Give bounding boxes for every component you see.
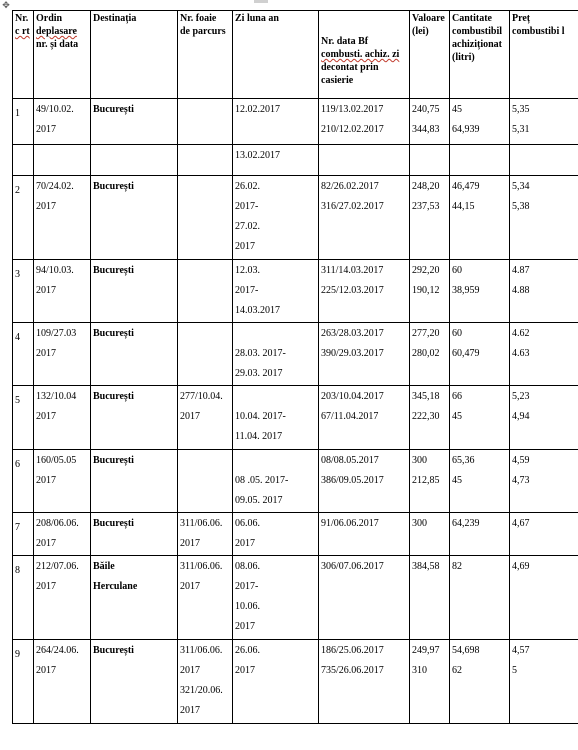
cell-bf-line: 203/10.04.2017 bbox=[321, 391, 384, 402]
cell-ordin-line: 109/27.03 bbox=[36, 328, 77, 339]
cell-cantitate-line: 64,239 bbox=[452, 518, 480, 529]
cell-pret-line: 4.62 bbox=[512, 328, 530, 339]
cell-destinatia bbox=[91, 450, 178, 513]
cell-zi-line: 2017- bbox=[235, 581, 259, 592]
cell-zi-line: 2017- bbox=[235, 285, 259, 296]
cell-bf-line: 08/08.05.2017 bbox=[321, 455, 379, 466]
cell-ordin-line: 2017 bbox=[36, 475, 56, 486]
cell-bf-line: 306/07.06.2017 bbox=[321, 561, 384, 572]
cell-pret-line: 4,57 bbox=[512, 645, 530, 656]
cell-cantitate-line: 54,698 bbox=[452, 645, 480, 656]
cell-cantitate bbox=[450, 145, 510, 176]
cell-zi bbox=[233, 450, 319, 513]
cell-bf bbox=[319, 640, 410, 724]
cell-bf bbox=[319, 323, 410, 386]
cell-nr bbox=[13, 176, 34, 260]
cell-ordin bbox=[34, 99, 91, 145]
header-ordin: Ordin deplasare nr. și data bbox=[34, 11, 91, 99]
cell-valoare-line: 240,75 bbox=[412, 104, 440, 115]
cell-ordin-line: 132/10.04 bbox=[36, 391, 77, 402]
cell-valoare bbox=[410, 99, 450, 145]
cell-ordin bbox=[34, 176, 91, 260]
cell-ordin-line: 2017 bbox=[36, 581, 56, 592]
cell-zi bbox=[233, 99, 319, 145]
cell-bf-line: 67/11.04.2017 bbox=[321, 411, 379, 422]
cell-zi-line: 2017 bbox=[235, 241, 255, 252]
cell-bf-line: 390/29.03.2017 bbox=[321, 348, 384, 359]
cell-ordin bbox=[34, 450, 91, 513]
cell-foaie-line: 311/06.06. bbox=[180, 645, 223, 656]
cell-pret bbox=[510, 99, 578, 145]
cell-nr bbox=[13, 99, 34, 145]
cell-destinatia-line: București bbox=[93, 328, 134, 339]
cell-pret-line: 5 bbox=[512, 665, 517, 676]
cell-valoare bbox=[410, 513, 450, 556]
cell-pret bbox=[510, 323, 578, 386]
cell-cantitate-line: 46,479 bbox=[452, 181, 480, 192]
cell-ordin-line: 94/10.03. bbox=[36, 265, 74, 276]
cell-zi-line: 11.04. 2017 bbox=[235, 431, 283, 442]
cell-pret bbox=[510, 386, 578, 450]
cell-bf-line: 311/14.03.2017 bbox=[321, 265, 384, 276]
cell-cantitate-line: 45 bbox=[452, 411, 462, 422]
cell-cantitate-line: 60,479 bbox=[452, 348, 480, 359]
cell-pret-line: 4,73 bbox=[512, 475, 530, 486]
cell-destinatia-line: București bbox=[93, 518, 134, 529]
cell-zi-line: 10.06. bbox=[235, 601, 260, 612]
cell-nr bbox=[13, 513, 34, 556]
table-body bbox=[13, 99, 578, 724]
cell-foaie bbox=[178, 556, 233, 640]
page-top-marker bbox=[254, 0, 268, 3]
cell-foaie bbox=[178, 145, 233, 176]
cell-valoare bbox=[410, 145, 450, 176]
header-zi: Zi luna an bbox=[233, 11, 319, 99]
cell-pret-line: 4,59 bbox=[512, 455, 530, 466]
table-row bbox=[13, 556, 578, 640]
cell-ordin-line: 2017 bbox=[36, 665, 56, 676]
header-bf: Nr. data Bf combusti. achiz. zi decontat prin casierie bbox=[319, 11, 410, 99]
cell-bf-line: 91/06.06.2017 bbox=[321, 518, 379, 529]
cell-destinatia bbox=[91, 640, 178, 724]
cell-zi-line: 06.06. bbox=[235, 518, 260, 529]
cell-bf bbox=[319, 260, 410, 323]
cell-zi-line: 2017 bbox=[235, 538, 255, 549]
cell-ordin-line: 208/06.06. bbox=[36, 518, 79, 529]
cell-foaie bbox=[178, 386, 233, 450]
cell-cantitate-line: 65,36 bbox=[452, 455, 475, 466]
cell-cantitate-line: 45 bbox=[452, 104, 462, 115]
cell-nr-line: 8 bbox=[15, 565, 20, 576]
table-row bbox=[13, 145, 578, 176]
cell-zi-line: 14.03.2017 bbox=[235, 305, 280, 316]
cell-cantitate bbox=[450, 386, 510, 450]
cell-nr-line: 3 bbox=[15, 269, 20, 280]
table-row bbox=[13, 176, 578, 260]
cell-cantitate-line: 38,959 bbox=[452, 285, 480, 296]
cell-zi bbox=[233, 323, 319, 386]
cell-zi bbox=[233, 640, 319, 724]
cell-bf bbox=[319, 556, 410, 640]
cell-pret-line: 4,67 bbox=[512, 518, 530, 529]
cell-zi-line bbox=[235, 324, 316, 344]
cell-destinatia bbox=[91, 145, 178, 176]
cell-foaie bbox=[178, 640, 233, 724]
table-move-handle-icon[interactable]: ✥ bbox=[2, 0, 10, 10]
cell-ordin bbox=[34, 556, 91, 640]
cell-valoare-line: 249,97 bbox=[412, 645, 440, 656]
cell-ordin-line: 49/10.02. bbox=[36, 104, 74, 115]
cell-ordin-line: 2017 bbox=[36, 348, 56, 359]
cell-cantitate-line: 60 bbox=[452, 328, 462, 339]
cell-pret bbox=[510, 450, 578, 513]
cell-valoare bbox=[410, 450, 450, 513]
cell-ordin-line: 160/05.05 bbox=[36, 455, 77, 466]
cell-valoare-line: 190,12 bbox=[412, 285, 440, 296]
cell-bf bbox=[319, 450, 410, 513]
cell-pret bbox=[510, 260, 578, 323]
cell-nr bbox=[13, 556, 34, 640]
cell-ordin-line: 2017 bbox=[36, 124, 56, 135]
header-valoare: Valoare (lei) bbox=[410, 11, 450, 99]
table-row bbox=[13, 386, 578, 450]
cell-foaie-line: 311/06.06. bbox=[180, 518, 223, 529]
cell-foaie-line: 2017 bbox=[180, 411, 200, 422]
cell-pret-line: 5,34 bbox=[512, 181, 530, 192]
cell-valoare-line: 300 bbox=[412, 518, 427, 529]
cell-foaie bbox=[178, 513, 233, 556]
cell-bf-line: 186/25.06.2017 bbox=[321, 645, 384, 656]
cell-nr-line: 9 bbox=[15, 649, 20, 660]
cell-ordin-line: 2017 bbox=[36, 201, 56, 212]
cell-foaie bbox=[178, 450, 233, 513]
cell-bf-line: 119/13.02.2017 bbox=[321, 104, 384, 115]
cell-zi bbox=[233, 176, 319, 260]
cell-zi-line: 28.03. 2017- bbox=[235, 348, 286, 359]
cell-zi-line: 12.03. bbox=[235, 265, 260, 276]
cell-cantitate bbox=[450, 260, 510, 323]
cell-bf-line: 263/28.03.2017 bbox=[321, 328, 384, 339]
cell-cantitate bbox=[450, 513, 510, 556]
cell-zi-line: 29.03. 2017 bbox=[235, 368, 283, 379]
cell-cantitate-line: 64,939 bbox=[452, 124, 480, 135]
cell-foaie bbox=[178, 99, 233, 145]
cell-zi-line: 26.02. bbox=[235, 181, 260, 192]
cell-destinatia-line: Băile bbox=[93, 561, 115, 572]
cell-valoare-line: 345,18 bbox=[412, 391, 440, 402]
cell-bf bbox=[319, 145, 410, 176]
cell-valoare-line: 384,58 bbox=[412, 561, 440, 572]
table-row bbox=[13, 450, 578, 513]
header-destinatia: Destinația bbox=[91, 11, 178, 99]
cell-valoare-line: 212,85 bbox=[412, 475, 440, 486]
cell-foaie-line: 311/06.06. bbox=[180, 561, 223, 572]
cell-zi bbox=[233, 513, 319, 556]
cell-zi-line: 27.02. bbox=[235, 221, 260, 232]
cell-valoare bbox=[410, 640, 450, 724]
cell-nr bbox=[13, 260, 34, 323]
cell-zi-line: 2017 bbox=[235, 621, 255, 632]
cell-pret-line: 4,69 bbox=[512, 561, 530, 572]
cell-nr-line: 1 bbox=[15, 108, 20, 119]
cell-ordin-line: 2017 bbox=[36, 538, 56, 549]
cell-cantitate bbox=[450, 450, 510, 513]
cell-destinatia bbox=[91, 99, 178, 145]
cell-destinatia-line: Herculane bbox=[93, 581, 138, 592]
cell-zi bbox=[233, 556, 319, 640]
header-foaie: Nr. foaie de parcurs bbox=[178, 11, 233, 99]
cell-pret-line: 5,35 bbox=[512, 104, 530, 115]
cell-nr-line: 6 bbox=[15, 459, 20, 470]
cell-cantitate-line: 82 bbox=[452, 561, 462, 572]
cell-bf-line: 735/26.06.2017 bbox=[321, 665, 384, 676]
cell-pret bbox=[510, 556, 578, 640]
cell-zi-line: 2017 bbox=[235, 665, 255, 676]
cell-foaie-line: 321/20.06. bbox=[180, 685, 223, 696]
cell-valoare bbox=[410, 386, 450, 450]
cell-nr bbox=[13, 640, 34, 724]
cell-valoare-line: 300 bbox=[412, 455, 427, 466]
cell-cantitate bbox=[450, 640, 510, 724]
cell-destinatia bbox=[91, 513, 178, 556]
cell-nr-line: 7 bbox=[15, 522, 20, 533]
cell-destinatia bbox=[91, 260, 178, 323]
cell-valoare-line: 248,20 bbox=[412, 181, 440, 192]
cell-bf bbox=[319, 176, 410, 260]
cell-valoare-line: 280,02 bbox=[412, 348, 440, 359]
cell-cantitate-line: 45 bbox=[452, 475, 462, 486]
header-pret: Preț combustibi l bbox=[510, 11, 578, 99]
cell-zi-line: 13.02.2017 bbox=[235, 150, 280, 161]
table-row bbox=[13, 323, 578, 386]
cell-valoare bbox=[410, 260, 450, 323]
cell-foaie-line: 277/10.04. bbox=[180, 391, 223, 402]
cell-pret-line: 5,31 bbox=[512, 124, 530, 135]
cell-destinatia-line: București bbox=[93, 645, 134, 656]
cell-valoare-line: 222,30 bbox=[412, 411, 440, 422]
cell-ordin bbox=[34, 323, 91, 386]
cell-valoare-line: 310 bbox=[412, 665, 427, 676]
cell-nr bbox=[13, 450, 34, 513]
cell-valoare-line: 277,20 bbox=[412, 328, 440, 339]
cell-foaie bbox=[178, 260, 233, 323]
table-row bbox=[13, 640, 578, 724]
cell-bf-line: 225/12.03.2017 bbox=[321, 285, 384, 296]
cell-destinatia-line: București bbox=[93, 455, 134, 466]
cell-cantitate bbox=[450, 556, 510, 640]
cell-valoare-line: 344,83 bbox=[412, 124, 440, 135]
cell-valoare-line: 237,53 bbox=[412, 201, 440, 212]
cell-destinatia bbox=[91, 176, 178, 260]
cell-destinatia bbox=[91, 386, 178, 450]
cell-pret-line: 5,38 bbox=[512, 201, 530, 212]
cell-zi bbox=[233, 260, 319, 323]
cell-nr-line: 4 bbox=[15, 332, 20, 343]
cell-bf-line: 386/09.05.2017 bbox=[321, 475, 384, 486]
cell-foaie bbox=[178, 176, 233, 260]
header-cantitate: Cantitate combustibil achiziționat (litri) bbox=[450, 11, 510, 99]
cell-cantitate bbox=[450, 176, 510, 260]
cell-foaie-line: 2017 bbox=[180, 665, 200, 676]
cell-ordin-line: 2017 bbox=[36, 411, 56, 422]
cell-valoare bbox=[410, 556, 450, 640]
cell-zi-line: 12.02.2017 bbox=[235, 104, 280, 115]
cell-foaie-line: 2017 bbox=[180, 581, 200, 592]
cell-nr-line: 2 bbox=[15, 185, 20, 196]
cell-nr-line bbox=[15, 146, 31, 174]
cell-nr bbox=[13, 386, 34, 450]
header-row bbox=[13, 11, 578, 99]
cell-destinatia-line: București bbox=[93, 104, 134, 115]
cell-ordin bbox=[34, 513, 91, 556]
cell-ordin-line: 264/24.06. bbox=[36, 645, 79, 656]
cell-pret bbox=[510, 176, 578, 260]
cell-zi bbox=[233, 145, 319, 176]
cell-valoare-line: 292,20 bbox=[412, 265, 440, 276]
cell-nr-line: 5 bbox=[15, 395, 20, 406]
cell-bf bbox=[319, 513, 410, 556]
cell-bf bbox=[319, 99, 410, 145]
cell-ordin-line: 2017 bbox=[36, 285, 56, 296]
cell-foaie bbox=[178, 323, 233, 386]
cell-ordin bbox=[34, 640, 91, 724]
cell-zi-line: 10.04. 2017- bbox=[235, 411, 286, 422]
cell-destinatia bbox=[91, 556, 178, 640]
cell-nr bbox=[13, 145, 34, 176]
cell-zi-line: 2017- bbox=[235, 201, 259, 212]
cell-destinatia-line: București bbox=[93, 391, 134, 402]
cell-bf bbox=[319, 386, 410, 450]
cell-ordin bbox=[34, 260, 91, 323]
cell-cantitate-line: 44,15 bbox=[452, 201, 475, 212]
cell-bf-line: 82/26.02.2017 bbox=[321, 181, 379, 192]
cell-zi bbox=[233, 386, 319, 450]
cell-nr bbox=[13, 323, 34, 386]
cell-zi-line: 09.05. 2017 bbox=[235, 495, 283, 506]
cell-valoare bbox=[410, 176, 450, 260]
cell-cantitate-line: 60 bbox=[452, 265, 462, 276]
header-nr: Nr. c rt bbox=[13, 11, 34, 99]
cell-pret bbox=[510, 145, 578, 176]
cell-pret-line: 4.87 bbox=[512, 265, 530, 276]
cell-destinatia-line: București bbox=[93, 265, 134, 276]
cell-bf-line: 316/27.02.2017 bbox=[321, 201, 384, 212]
cell-bf-line: 210/12.02.2017 bbox=[321, 124, 384, 135]
cell-ordin bbox=[34, 145, 91, 176]
cell-destinatia bbox=[91, 323, 178, 386]
cell-pret-line: 4.88 bbox=[512, 285, 530, 296]
table-row bbox=[13, 513, 578, 556]
cell-zi-line bbox=[235, 451, 316, 471]
cell-ordin bbox=[34, 386, 91, 450]
cell-zi-line: 26.06. bbox=[235, 645, 260, 656]
cell-destinatia-line: București bbox=[93, 181, 134, 192]
cell-ordin-line: 70/24.02. bbox=[36, 181, 74, 192]
cell-zi-line bbox=[235, 387, 316, 407]
cell-cantitate-line: 62 bbox=[452, 665, 462, 676]
cell-foaie-line: 2017 bbox=[180, 705, 200, 716]
cell-pret-line: 4,94 bbox=[512, 411, 530, 422]
cell-cantitate bbox=[450, 323, 510, 386]
table-row bbox=[13, 260, 578, 323]
table-row bbox=[13, 99, 578, 145]
cell-zi-line: 08.06. bbox=[235, 561, 260, 572]
cell-zi-line: 08 .05. 2017- bbox=[235, 475, 289, 486]
cell-valoare bbox=[410, 323, 450, 386]
cell-ordin-line: 212/07.06. bbox=[36, 561, 79, 572]
cell-cantitate bbox=[450, 99, 510, 145]
cell-foaie-line: 2017 bbox=[180, 538, 200, 549]
cell-pret bbox=[510, 513, 578, 556]
cell-pret-line: 5,23 bbox=[512, 391, 530, 402]
cell-pret bbox=[510, 640, 578, 724]
cell-pret-line: 4.63 bbox=[512, 348, 530, 359]
fuel-table bbox=[12, 10, 578, 724]
cell-cantitate-line: 66 bbox=[452, 391, 462, 402]
